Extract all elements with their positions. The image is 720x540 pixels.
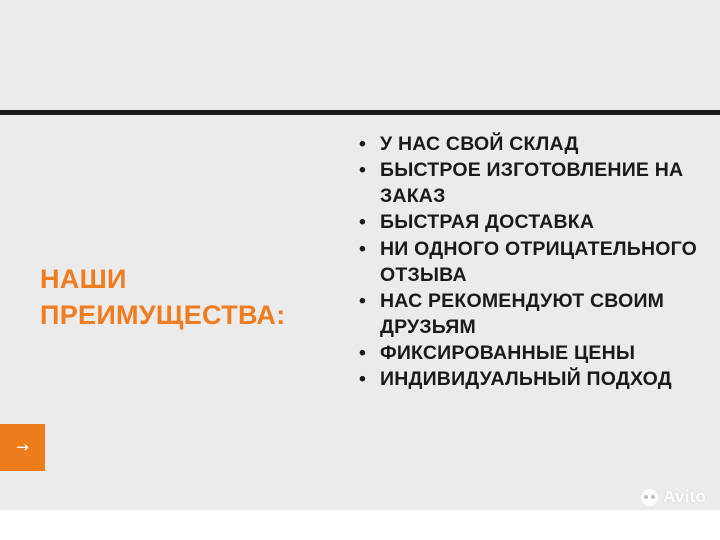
list-item <box>355 340 705 366</box>
list-item-label: У НАС СВОЙ СКЛАД <box>380 133 579 155</box>
bullet-icon: • <box>359 368 367 391</box>
page-title-line-1: НАШИ <box>40 264 127 294</box>
page-title-line-2: ПРЕИМУЩЕСТВА: <box>40 299 286 330</box>
bullet-icon: • <box>359 342 367 364</box>
list-item-label: БЫСТРАЯ ДОСТАВКА <box>380 211 595 234</box>
bullet-icon: • <box>359 159 367 182</box>
arrow-right-icon: → <box>16 438 29 456</box>
list-item <box>355 157 705 209</box>
list-item <box>355 288 705 340</box>
benefits-list <box>355 131 705 392</box>
list-item <box>355 209 705 235</box>
avito-watermark <box>641 487 706 507</box>
bottom-strip <box>0 510 720 540</box>
bullet-icon: • <box>359 289 367 312</box>
list-item-label: БЫСТРОЕ ИЗГОТОВЛЕНИЕ НА ЗАКАЗ <box>380 159 684 208</box>
header-divider-line <box>0 110 720 115</box>
list-item <box>355 131 705 157</box>
next-slide-button[interactable] <box>0 424 45 471</box>
list-item <box>355 366 705 392</box>
bullet-icon: • <box>359 211 367 234</box>
list-item-label: НАС РЕКОМЕНДУЮТ СВОИМ ДРУЗЬЯМ <box>380 289 665 338</box>
avito-watermark-label: Avito <box>663 487 706 506</box>
list-item <box>355 236 705 288</box>
bullet-icon: • <box>359 133 367 155</box>
list-item-label: ИНДИВИДУАЛЬНЫЙ ПОДХОД <box>380 368 672 391</box>
list-item-label: НИ ОДНОГО ОТРИЦАТЕЛЬНОГО ОТЗЫВА <box>380 237 698 286</box>
list-item-label: ФИКСИРОВАННЫЕ ЦЕНЫ <box>380 342 636 364</box>
bullet-icon: • <box>359 237 367 260</box>
page-title <box>40 262 340 333</box>
avito-logo-icon <box>641 489 658 506</box>
